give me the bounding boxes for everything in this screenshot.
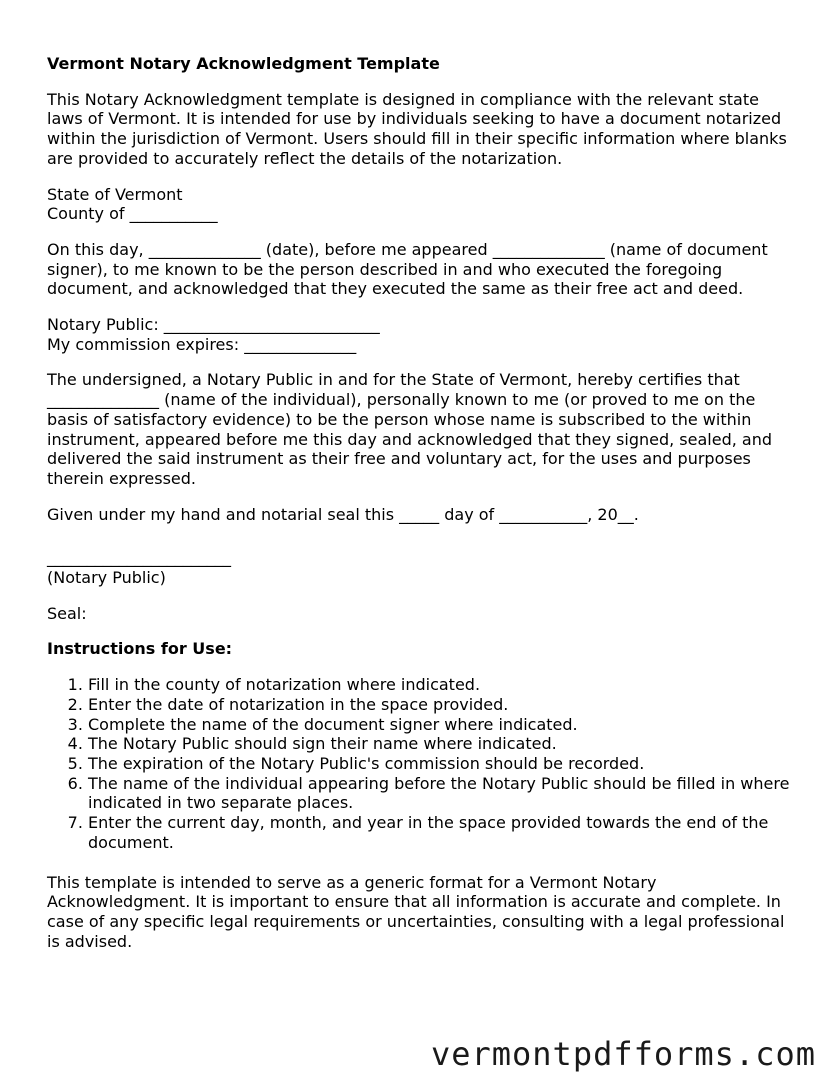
certification-paragraph: The undersigned, a Notary Public in and for the State of Vermont, hereby certifies that ______________ (name of the individual), personally known to me (or proved to me on the basis of satisfactory evidence) to be the person whose name is subscribed to the within instrument, appeared before me this day and acknowledged that they signed, sealed, and delivered the said instrument as their free and voluntary act, for the uses and purposes therein expressed. — [47, 370, 772, 488]
venue-block — [47, 185, 797, 224]
seal-label: Seal: — [47, 603, 87, 623]
acknowledgment-paragraph: On this day, ______________ (date), before me appeared ______________ (name of document signer), to me known to be the person described in and who executed the foregoing document, and acknowledged that they executed the same as their free act and deed. — [47, 239, 768, 299]
instructions-heading: Instructions for Use: — [47, 639, 233, 659]
site-watermark: vermontpdfforms.com — [430, 1035, 816, 1073]
notary-public-line: Notary Public: ___________________________ — [47, 315, 380, 335]
instruction-item: 4. The Notary Public should sign their name where indicated. — [88, 734, 797, 754]
signature-block — [47, 548, 797, 587]
instruction-item: 2. Enter the date of notarization in the space provided. — [88, 695, 797, 715]
county-line: County of ___________ — [47, 204, 218, 224]
document-title: Vermont Notary Acknowledgment Template — [47, 54, 440, 73]
given-under-line: Given under my hand and notarial seal this _____ day of ___________, 20__. — [47, 504, 639, 524]
signature-label: (Notary Public) — [47, 568, 166, 588]
instruction-item: 7. Enter the current day, month, and year in the space provided towards the end of the document. — [88, 813, 797, 852]
state-line: State of Vermont — [47, 184, 183, 204]
instruction-item: 5. The expiration of the Notary Public's commission should be recorded. — [88, 754, 797, 774]
document-page — [47, 54, 797, 967]
signature-blank: _______________________ — [47, 548, 231, 568]
intro-paragraph: This Notary Acknowledgment template is designed in compliance with the relevant state laws of Vermont. It is intended for use by individuals seeking to have a document notarized within the jurisdiction of Vermont. Users should fill in their specific information where blanks are provided to accurately reflect the details of the notarization. — [47, 89, 787, 168]
instruction-item: 3. Complete the name of the document signer where indicated. — [88, 715, 797, 735]
instructions-list — [47, 675, 797, 852]
instruction-item: 1. Fill in the county of notarization where indicated. — [88, 675, 797, 695]
notary-block — [47, 315, 797, 354]
instruction-item: 6. The name of the individual appearing before the Notary Public should be filled in where indicated in two separate places. — [88, 774, 797, 813]
closing-paragraph: This template is intended to serve as a generic format for a Vermont Notary Acknowledgment. It is important to ensure that all information is accurate and complete. In case of any specific legal requirements or uncertainties, consulting with a legal professional is advised. — [47, 872, 785, 951]
commission-line: My commission expires: ______________ — [47, 334, 357, 354]
